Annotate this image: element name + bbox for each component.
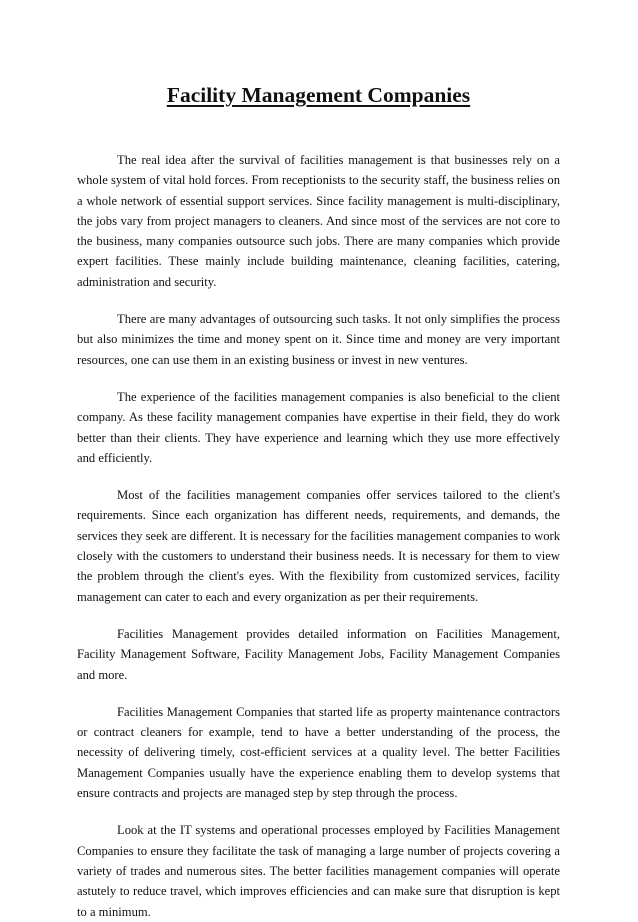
paragraph-4: Most of the facilities management companies offer services tailored to the client's requirements. Since each organization has different needs, requirements, and demands, the services they seek are different. It is necessary for the facilities management companies to work closely with the customers to understand their business needs. It is necessary for them to view the problem through the client's eyes. With the flexibility from customized services, facility management can cater to each and every organization as per their requirements. xyxy=(77,488,560,604)
paragraph-7: Look at the IT systems and operational processes employed by Facilities Management Companies to ensure they facilitate the task of managing a large number of projects covering a variety of trades and numerous sites. The better facilities management companies will operate astutely to reduce travel, which improves efficiencies and can make sure that disruption is kept to a minimum. xyxy=(77,823,560,919)
paragraph-2: There are many advantages of outsourcing such tasks. It not only simplifies the process but also minimizes the time and money spent on it. Since time and money are very important resources, one can use them in an existing business or invest in new ventures. xyxy=(77,312,560,367)
paragraph-3: The experience of the facilities management companies is also beneficial to the client company. As these facility management companies have expertise in their field, they do work better than their clients. They have experience and learning which they use more effectively and efficiently. xyxy=(77,389,560,465)
paragraph-6: Facilities Management Companies that started life as property maintenance contractors or contract cleaners for example, tend to have a better understanding of the process, the necessity of delivering timely, cost-efficient services at a quality level. The better Facilities Management Companies usually have the experience enabling them to develop systems that ensure contracts and projects are managed step by step through the process. xyxy=(77,704,560,801)
paragraph-1: The real idea after the survival of facilities management is that businesses rely on a whole system of vital hold forces. From receptionists to the security staff, the business relies on a whole network of essential support services. Since facility management is multi-disciplinary, the jobs vary from project managers to cleaners. And since most of the services are not core to the business, many companies outsource such jobs. There are many companies which provide expert facilities. These mainly include building maintenance, cleaning facilities, catering, administration and security. xyxy=(77,153,560,289)
document-body xyxy=(77,150,560,922)
document-title: Facility Management Companies xyxy=(166,83,471,107)
paragraph-5: Facilities Management provides detailed information on Facilities Management, Facility Management Software, Facility Management Jobs, Facility Management Companies and more. xyxy=(77,626,560,682)
